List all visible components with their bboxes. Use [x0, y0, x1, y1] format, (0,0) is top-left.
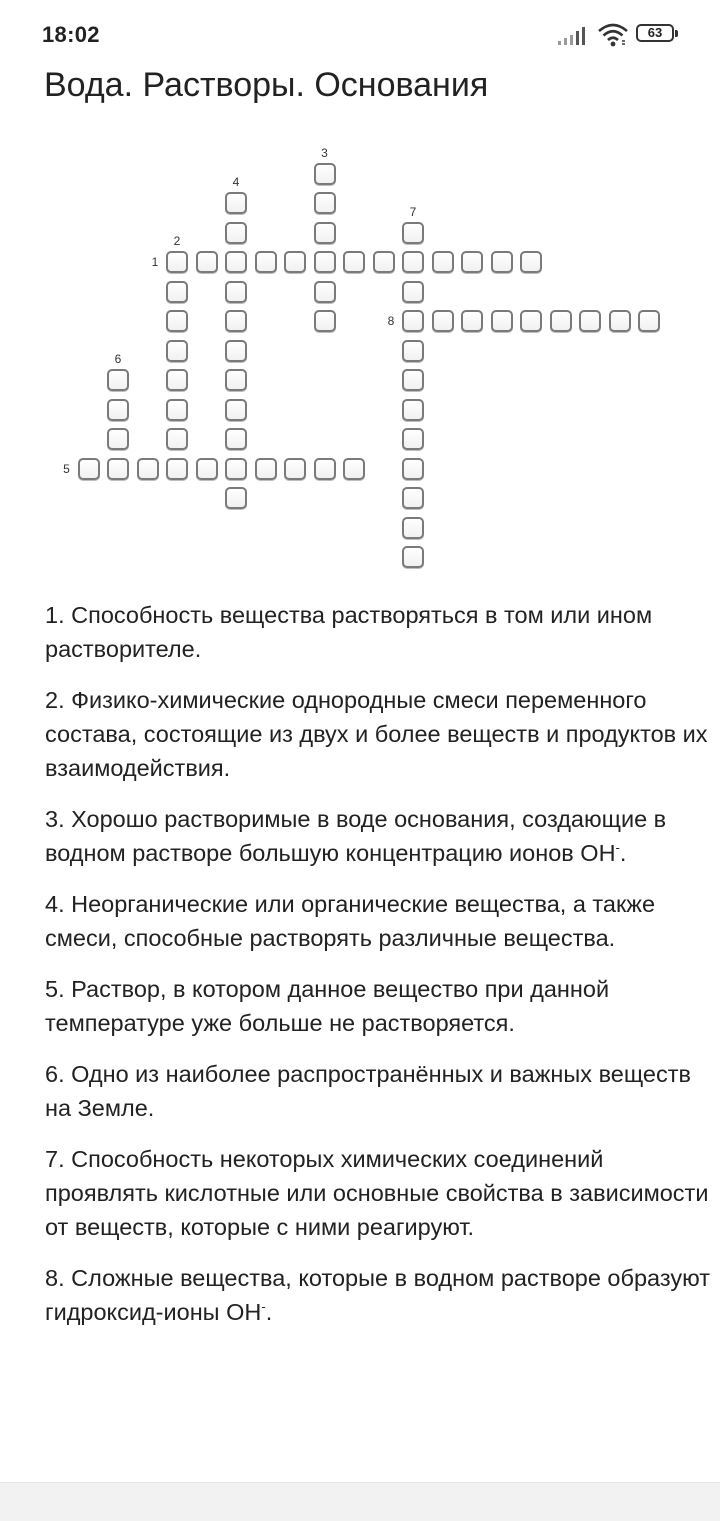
crossword-cell[interactable] [166, 369, 188, 391]
crossword-number-2: 2 [173, 234, 181, 248]
crossword-cell[interactable] [609, 310, 631, 332]
crossword-cell[interactable] [166, 399, 188, 421]
crossword-cell[interactable] [461, 310, 483, 332]
crossword-cell[interactable] [107, 369, 129, 391]
status-bar [0, 0, 720, 70]
crossword-cell[interactable] [314, 458, 336, 480]
crossword-cell[interactable] [166, 310, 188, 332]
crossword-cell[interactable] [107, 399, 129, 421]
crossword-cell[interactable] [166, 340, 188, 362]
crossword-cell[interactable] [107, 428, 129, 450]
crossword-cell[interactable] [343, 458, 365, 480]
wifi-icon [597, 22, 629, 48]
crossword-number-8: 8 [387, 314, 395, 328]
clue-5: 5. Раствор, в котором данное вещество при данной температуре уже больше не растворяется. [45, 976, 610, 1036]
crossword-cell[interactable] [225, 487, 247, 509]
crossword-number-1: 1 [151, 255, 159, 269]
signal-icon [558, 26, 588, 46]
crossword-cell[interactable] [520, 310, 542, 332]
crossword-cell[interactable] [314, 310, 336, 332]
clue-4: 4. Неорганические или органические вещества, а также смеси, способные растворять различные вещества. [45, 891, 656, 951]
crossword-cell[interactable] [225, 281, 247, 303]
crossword-cell[interactable] [402, 546, 424, 568]
crossword-cell[interactable] [402, 487, 424, 509]
bottom-navigation-bar [0, 1482, 720, 1521]
crossword-number-5: 5 [63, 461, 70, 476]
crossword-cell[interactable] [314, 251, 336, 273]
crossword-cell[interactable] [166, 281, 188, 303]
crossword-cell[interactable] [225, 428, 247, 450]
clue-7: 7. Способность некоторых химических соединений проявлять кислотные или основные свойства в зависимости от веществ, которые с ними реагируют. [45, 1146, 709, 1240]
crossword-cell[interactable] [491, 310, 513, 332]
crossword-cell[interactable] [520, 251, 542, 273]
crossword-cell[interactable] [166, 458, 188, 480]
crossword-cell[interactable] [314, 192, 336, 214]
crossword-cell[interactable] [166, 428, 188, 450]
status-time: 18:02 [42, 22, 100, 47]
crossword-cell[interactable] [402, 222, 424, 244]
clue-3: 3. Хорошо растворимые в воде основания, создающие в водном растворе большую концентрацию ионов OH-. [45, 806, 667, 866]
crossword-cell[interactable] [432, 310, 454, 332]
crossword-cell[interactable] [402, 517, 424, 539]
crossword-cell[interactable] [225, 340, 247, 362]
crossword-cell[interactable] [314, 222, 336, 244]
crossword-cell[interactable] [402, 281, 424, 303]
crossword-number-7: 7 [409, 204, 417, 219]
crossword-grid [0, 130, 720, 590]
crossword-cell[interactable] [284, 458, 306, 480]
crossword-cell[interactable] [255, 251, 277, 273]
crossword-cell[interactable] [255, 458, 277, 480]
crossword-cell[interactable] [402, 369, 424, 391]
clue-2: 2. Физико-химические однородные смеси переменного состава, состоящие из двух и более веществ и продуктов их взаимодействия. [45, 687, 708, 781]
crossword-cell[interactable] [402, 399, 424, 421]
crossword-cell[interactable] [343, 251, 365, 273]
crossword-cell[interactable] [402, 251, 424, 273]
crossword-cell[interactable] [225, 222, 247, 244]
crossword-cell[interactable] [579, 310, 601, 332]
crossword-cell[interactable] [461, 251, 483, 273]
crossword-cell[interactable] [491, 251, 513, 273]
crossword-cell[interactable] [314, 281, 336, 303]
battery-level: 63 [647, 25, 663, 40]
crossword-cell[interactable] [196, 458, 218, 480]
clue-1: 1. Способность вещества растворяться в том или ином растворителе. [45, 602, 653, 662]
crossword-cell[interactable] [137, 458, 159, 480]
crossword-cell[interactable] [638, 310, 660, 332]
crossword-cell[interactable] [225, 310, 247, 332]
clue-6: 6. Одно из наиболее распространённых и важных веществ на Земле. [45, 1061, 691, 1121]
crossword-number-4: 4 [232, 175, 240, 189]
crossword-cell[interactable] [107, 458, 129, 480]
crossword-cell[interactable] [78, 458, 100, 480]
clue-list [45, 598, 710, 1346]
crossword-cell[interactable] [225, 369, 247, 391]
crossword-cell[interactable] [402, 458, 424, 480]
clue-8: 8. Сложные вещества, которые в водном растворе образуют гидроксид-ионы OH-. [45, 1265, 710, 1325]
crossword-cell[interactable] [284, 251, 306, 273]
crossword-cell[interactable] [166, 251, 188, 273]
crossword-cell[interactable] [402, 428, 424, 450]
crossword-cell[interactable] [402, 340, 424, 362]
crossword-cell[interactable] [402, 310, 424, 332]
crossword-cell[interactable] [225, 251, 247, 273]
crossword-cell[interactable] [225, 192, 247, 214]
crossword-cell[interactable] [550, 310, 572, 332]
crossword-number-6: 6 [114, 352, 122, 366]
crossword-cell[interactable] [225, 458, 247, 480]
page-title: Вода. Растворы. Основания [44, 66, 489, 104]
crossword-cell[interactable] [373, 251, 395, 273]
crossword-number-3: 3 [321, 145, 328, 160]
crossword-cell[interactable] [196, 251, 218, 273]
crossword-cell[interactable] [314, 163, 336, 185]
crossword-cell[interactable] [225, 399, 247, 421]
crossword-cell[interactable] [432, 251, 454, 273]
battery-indicator [636, 24, 678, 44]
